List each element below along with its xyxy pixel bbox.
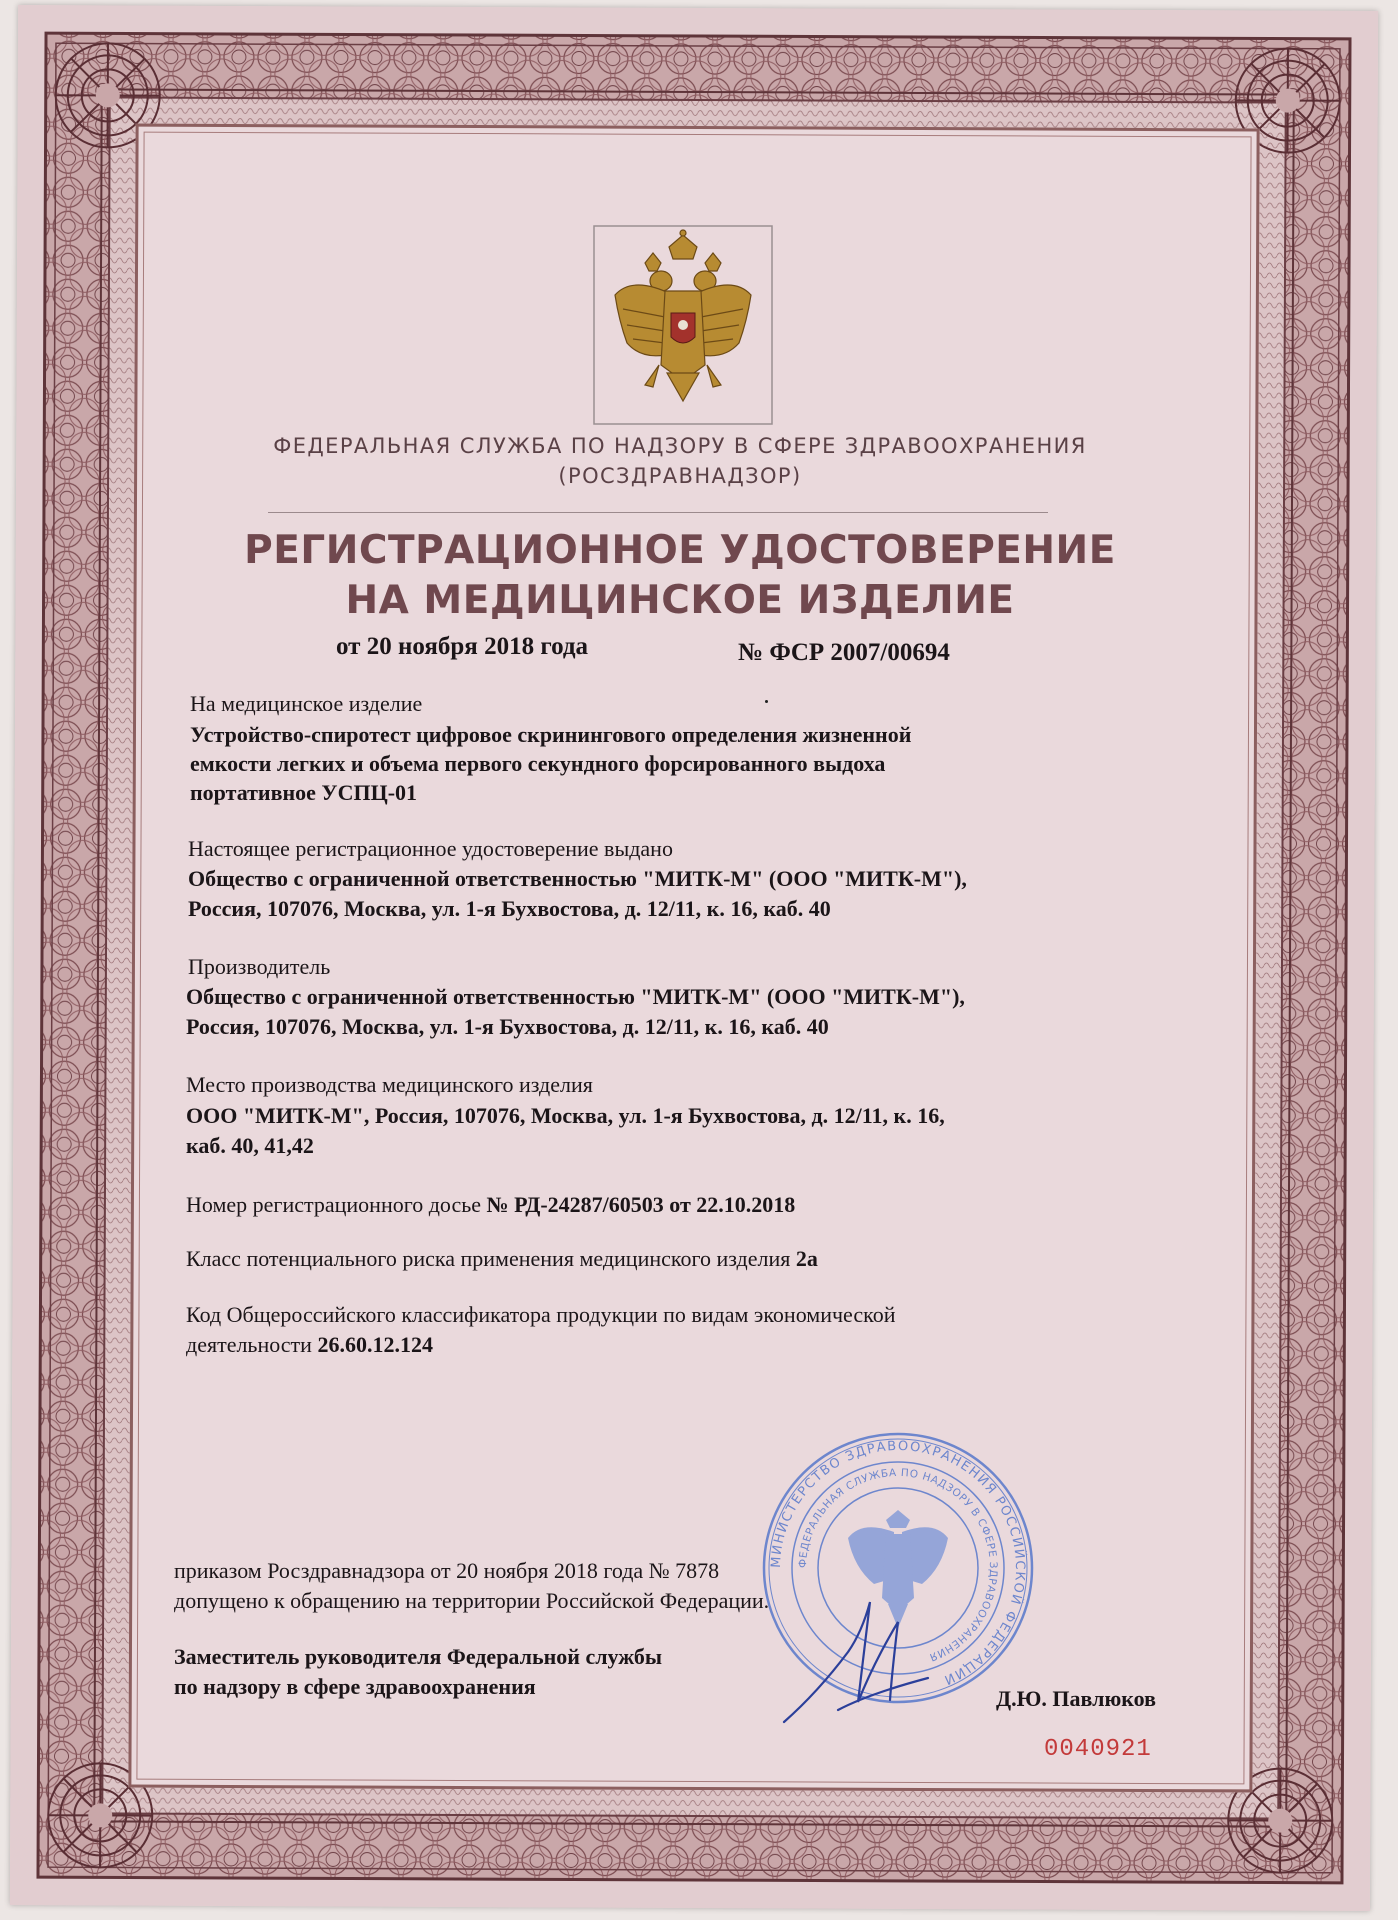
divider-line [268,512,1048,513]
production-site-line1: ООО "МИТК-М", Россия, 107076, Москва, ул. 1-я Бухвостова, д. 12/11, к. 16, [186,1103,945,1128]
certificate-number: № ФСР 2007/00694 [738,639,950,666]
serial-number: 0040921 [1044,1736,1152,1763]
coat-of-arms-emblem [593,225,773,430]
stamp-inner-text: ФЕДЕРАЛЬНАЯ СЛУЖБА ПО НАДЗОРУ В СФЕРЕ ЗДРАВООХРАНЕНИЯ [796,1466,1000,1664]
ink-dot [765,700,768,703]
manufacturer-line2: Россия, 107076, Москва, ул. 1-я Бухвостова, д. 12/11, к. 16, каб. 40 [186,1014,829,1039]
order-line2: допущено к обращению на территории Российской Федерации. [174,1588,770,1613]
issued-label: Настоящее регистрационное удостоверение выдано [188,836,673,861]
risk-class-value: 2а [795,1246,818,1271]
issued-to-line1: Общество с ограниченной ответственностью "МИТК-М" (ООО "МИТК-М"), [188,866,967,891]
dossier-label: Номер регистрационного досье [186,1192,482,1217]
document-title-line1: РЕГИСТРАЦИОННОЕ УДОСТОВЕРЕНИЕ [244,528,1116,573]
agency-abbreviation: (РОСЗДРАВНАДЗОР) [558,464,802,488]
handwritten-signature [778,1582,938,1737]
issue-date: от 20 ноября 2018 года [336,633,588,660]
okpd-label: деятельности [186,1332,312,1357]
manufacturer-label: Производитель [188,954,331,979]
manufacturer-line1: Общество с ограниченной ответственностью "МИТК-М" (ООО "МИТК-М"), [186,984,965,1009]
device-name-line1: Устройство-спиротест цифровое скринингового определения жизненной [190,722,912,747]
risk-class-row [186,1244,818,1273]
stamp-outer-text: МИНИСТЕРСТВО ЗДРАВООХРАНЕНИЯ РОССИЙСКОЙ ФЕДЕРАЦИИ [768,1438,1028,1688]
dossier-row [186,1190,795,1219]
production-site-label: Место производства медицинского изделия [186,1072,593,1097]
risk-class-label: Класс потенциального риска применения медицинского изделия [186,1246,791,1271]
device-label: На медицинское изделие [190,691,423,716]
device-name-line3: портативное УСПЦ-01 [190,780,418,805]
device-name-line2: емкости легких и объема первого секундного форсированного выдоха [190,751,886,776]
dossier-value: № РД-24287/60503 от 22.10.2018 [486,1192,796,1217]
agency-name: ФЕДЕРАЛЬНАЯ СЛУЖБА ПО НАДЗОРУ В СФЕРЕ ЗДРАВООХРАНЕНИЯ [273,434,1087,458]
issued-to-line2: Россия, 107076, Москва, ул. 1-я Бухвостова, д. 12/11, к. 16, каб. 40 [188,896,831,921]
okpd-value: 26.60.12.124 [317,1332,433,1357]
okpd-line2 [186,1330,433,1359]
okpd-line1: Код Общероссийского классификатора продукции по видам экономической [186,1302,896,1327]
production-site-line2: каб. 40, 41,42 [186,1133,314,1158]
signatory-title-line2: по надзору в сфере здравоохранения [174,1674,536,1699]
order-line1: приказом Росздравнадзора от 20 ноября 2018 года № 7878 [174,1558,720,1583]
signatory-title-line1: Заместитель руководителя Федеральной службы [174,1644,663,1669]
document-title-line2: НА МЕДИЦИНСКОЕ ИЗДЕЛИЕ [345,578,1015,623]
signatory-name: Д.Ю. Павлюков [996,1686,1156,1711]
